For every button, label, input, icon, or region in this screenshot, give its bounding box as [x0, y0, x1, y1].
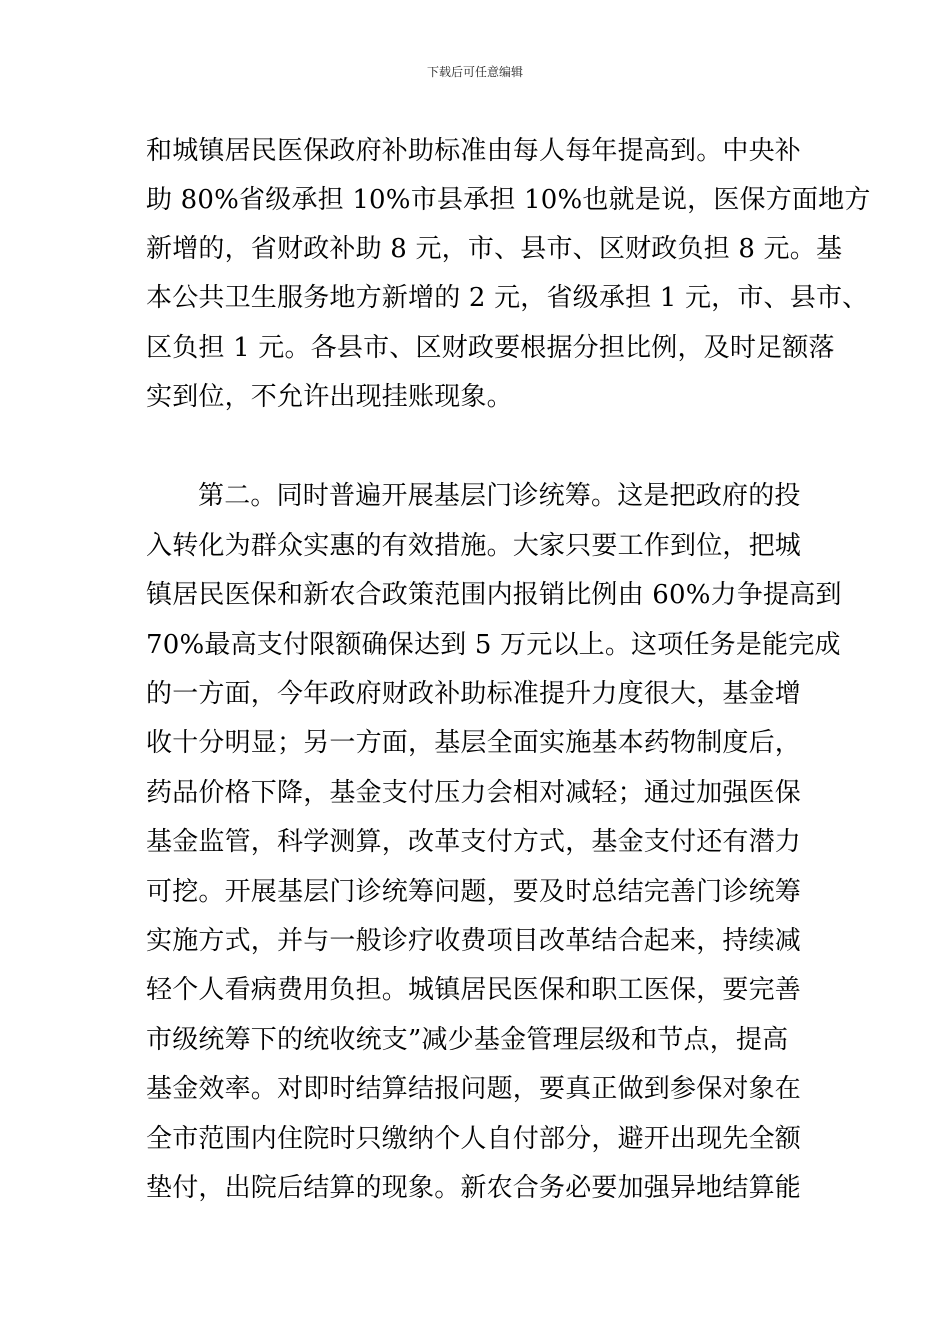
paragraph-2-line-11: 轻个人看病费用负担。城镇居民医保和职工医保，要完善 — [146, 975, 802, 1005]
paragraph-2-line-5: 的一方面，今年政府财政补助标准提升力度很大，基金增 — [146, 679, 802, 709]
paragraph-2-line-12: 市级统筹下的统收统支”减少基金管理层级和节点，提高 — [146, 1025, 789, 1055]
paragraph-2-line-13: 基金效率。对即时结算结报问题，要真正做到参保对象在 — [146, 1074, 802, 1104]
paragraph-1-line-5: 区负担 1 元。各县市、区财政要根据分担比例，及时足额落 — [146, 333, 835, 363]
paragraph-2-line-6: 收十分明显；另一方面，基层全面实施基本药物制度后， — [146, 728, 802, 758]
paragraph-2-line-8: 基金监管，科学测算，改革支付方式，基金支付还有潜力 — [146, 827, 802, 857]
paragraph-2-line-2: 入转化为群众实惠的有效措施。大家只要工作到位，把城 — [146, 531, 802, 561]
paragraph-2-line-14: 全市范围内住院时只缴纳个人自付部分，避开出现先全额 — [146, 1124, 802, 1154]
paragraph-2-line-9: 可挖。开展基层门诊统筹问题，要及时总结完善门诊统筹 — [146, 877, 802, 907]
paragraph-1-line-1: 和城镇居民医保政府补助标准由每人每年提高到。中央补 — [146, 136, 802, 166]
paragraph-1-line-6: 实到位，不允许出现挂账现象。 — [146, 382, 513, 412]
paragraph-1-line-2: 助 80%省级承担 10%市县承担 10%也就是说，医保方面地方 — [146, 185, 871, 215]
page-header: 下载后可任意编辑 — [426, 65, 523, 79]
paragraph-2-line-7: 药品价格下降，基金支付压力会相对减轻；通过加强医保 — [146, 778, 802, 808]
paragraph-1-line-3: 新增的，省财政补助 8 元，市、县市、区财政负担 8 元。基 — [146, 234, 843, 264]
paragraph-2-line-10: 实施方式，并与一般诊疗收费项目改革结合起来，持续减 — [146, 926, 802, 956]
paragraph-2-line-3: 镇居民医保和新农合政策范围内报销比例由 60%力争提高到 — [146, 580, 842, 610]
paragraph-1-line-4: 本公共卫生服务地方新增的 2 元，省级承担 1 元，市、县市、 — [146, 283, 869, 313]
paragraph-2-line-1: 第二。同时普遍开展基层门诊统筹。这是把政府的投 — [198, 481, 801, 511]
paragraph-2-line-15: 垫付，出院后结算的现象。新农合务必要加强异地结算能 — [146, 1173, 802, 1203]
paragraph-2-line-4: 70%最高支付限额确保达到 5 万元以上。这项任务是能完成 — [146, 630, 841, 660]
